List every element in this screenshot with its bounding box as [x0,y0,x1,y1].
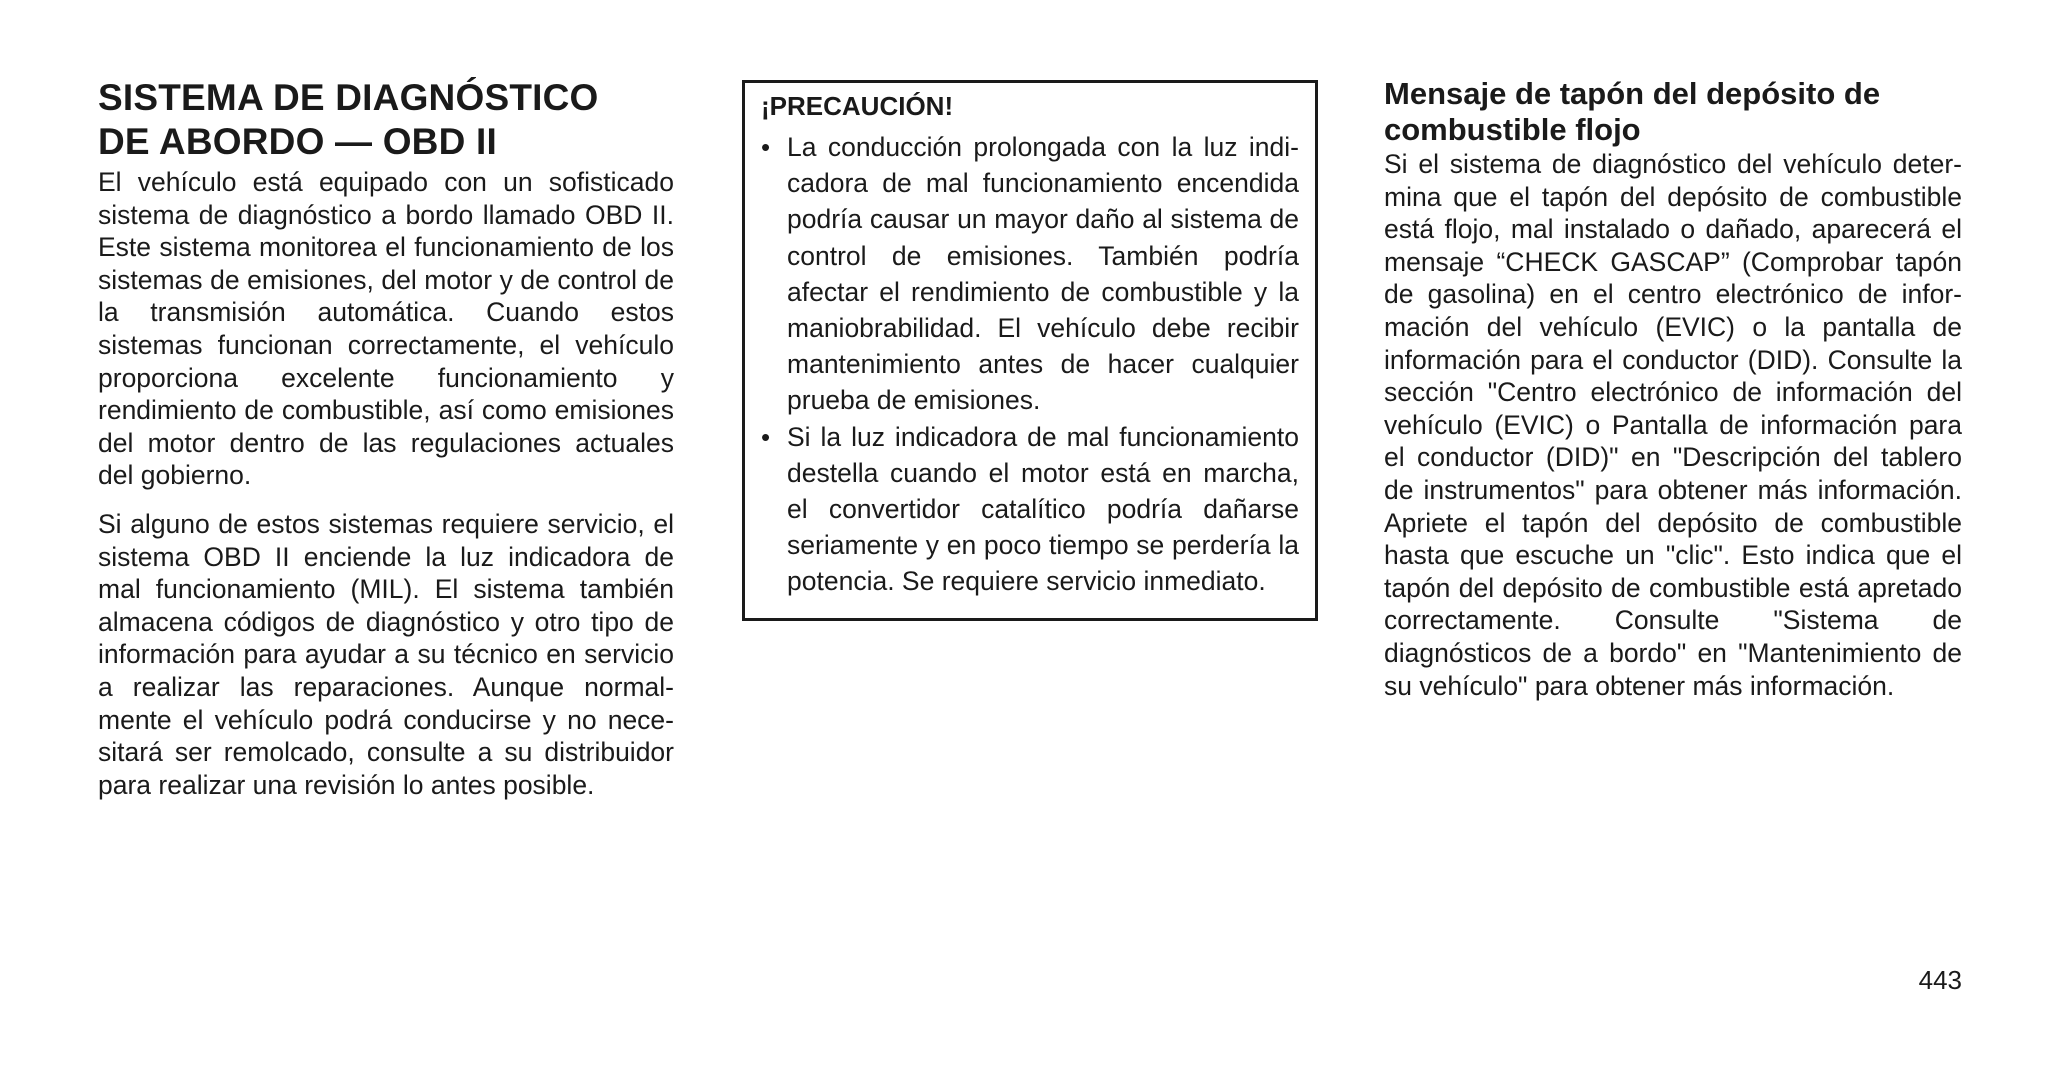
left-column [98,0,674,801]
gascap-paragraph: Si el sistema de diagnóstico del vehículo determina que el tapón del depósito de combustible está flojo, mal instalado o dañado, aparecerá el mensaje “CHECK GASCAP” (Comprobar tapón de gasolina) en el centro electrónico de información del vehículo (EVIC) o la pantalla de información para el conductor (DID). Consulte la sección "Centro electrónico de información del vehículo (EVIC) o Pantalla de información para el conductor (DID)" en "Descripción del tablero de instrumentos" para obtener más información. Apriete el tapón del depósito de combustible hasta que escuche un "clic". Esto indica que el tapón del depósito de combustible está apretado correctamente. Consulte "Sistema de diagnósticos de a bordo" en "Mantenimiento de su vehículo" para obtener más información. [1384,149,1962,701]
page-number: 443 [1918,965,1962,995]
caution-item [761,129,1299,419]
section-title-obd [98,76,674,164]
middle-column [742,0,1318,621]
caution-item-text: Si la luz indicadora de mal funcionamiento destella cuando el motor está en marcha, el convertidor catalítico podría dañarse seriamente y en poco tiempo se perdería la potencia. Se requiere servicio inmediato. [787,421,1299,597]
gascap-title-line-2: combustible flojo [1384,112,1641,147]
obd-intro-paragraph: El vehículo está equipado con un sofisticado sistema de diagnóstico a bordo llamado OBD II. Este sistema monitorea el funcionamiento de los sistemas de emisiones, del motor y de control de la transmisión automática. Cuando estos sistemas funcionan correctamente, el vehículo proporciona excelente funcionamiento y rendimiento de combustible, así como emisiones del motor dentro de las regulaciones actuales del gobierno. [98,167,674,491]
caution-item [761,419,1299,600]
caution-box [742,80,1318,621]
section-title-gascap [1384,76,1962,148]
obd-service-paragraph: Si alguno de estos sistemas requiere servicio, el sistema OBD II enciende la luz indicadora de mal funcionamiento (MIL). El sistema también almacena códigos de diagnóstico y otro tipo de información para ayudar a su técnico en servicio a realizar las reparaciones. Aunque normalmente el vehículo podrá conducirse y no necesitará ser remolcado, consulte a su distribuidor para realizar una revisión lo antes posible. [98,508,674,800]
caution-heading: ¡PRECAUCIÓN! [761,91,954,121]
title-line-2: DE ABORDO — OBD II [98,121,497,162]
caution-item-text: La conducción prolongada con la luz indicadora de mal funcionamiento encendida podría causar un mayor daño al sistema de control de emisiones. También podría afectar el rendimiento de combustible y la maniobrabilidad. El vehículo debe recibir mantenimiento antes de hacer cualquier prueba de emisiones. [787,132,1299,416]
bullet-icon: • [761,132,771,162]
gascap-title-line-1: Mensaje de tapón del depósito de [1384,76,1881,111]
title-line-1: SISTEMA DE DIAGNÓSTICO [98,77,599,118]
caution-list [761,129,1299,600]
right-column [1384,0,1962,702]
bullet-icon: • [761,421,771,452]
